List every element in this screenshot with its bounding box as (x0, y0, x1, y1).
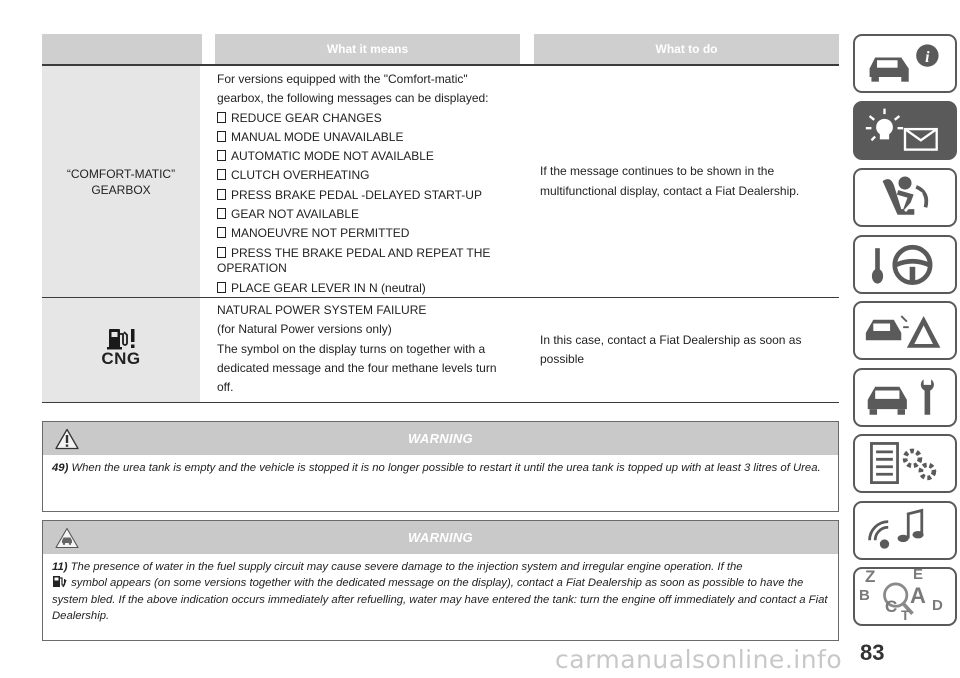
checkbox-bullet-icon (217, 131, 226, 142)
warning-title: WARNING (408, 530, 473, 545)
row-name-cell (42, 66, 200, 297)
warning-box-urea (42, 421, 839, 512)
car-warning-icon (55, 527, 79, 549)
warning-light-message-icon (855, 103, 955, 158)
index-letter: A (910, 583, 926, 608)
row-action-cell (530, 298, 839, 402)
list-item: GEAR NOT AVAILABLE (217, 205, 522, 224)
tab-safety[interactable] (853, 168, 957, 227)
action-text: In this case, contact a Fiat Dealership as soon as possible (540, 332, 802, 366)
checkbox-bullet-icon (217, 247, 226, 258)
page-number: 83 (860, 640, 885, 665)
checkbox-bullet-icon (217, 150, 226, 161)
water-in-fuel-icon (52, 575, 68, 593)
list-item: PRESS BRAKE PEDAL -DELAYED START-UP (217, 186, 522, 205)
row-name-line2: GEARBOX (91, 182, 151, 197)
warning-text: The presence of water in the fuel supply circuit may cause severe damage to the injection system and irregular engine operation. If the (70, 561, 743, 573)
checkbox-bullet-icon (217, 282, 226, 293)
car-maintenance-icon (855, 370, 955, 425)
header-what-to-do: What to do (534, 34, 839, 64)
tab-index[interactable] (853, 567, 957, 626)
meaning-intro: For versions equipped with the "Comfort-matic" gearbox, the following messages can be displayed: (217, 72, 489, 106)
table-header (42, 34, 839, 64)
warning-triangle-icon (55, 428, 79, 450)
checkbox-bullet-icon (217, 189, 226, 200)
row-icon-cell (42, 298, 200, 402)
index-letter: T (901, 607, 910, 623)
tab-emergency[interactable] (853, 301, 957, 360)
table-row-cng (42, 298, 839, 402)
meaning-line: The symbol on the display turns on together with a dedicated message and the four methane levels turn off. (217, 341, 497, 395)
warning-number: 11) (52, 561, 68, 573)
list-item: CLUTCH OVERHEATING (217, 166, 522, 185)
header-cell-empty (42, 34, 202, 64)
meaning-line: (for Natural Power versions only) (217, 322, 392, 337)
list-item: AUTOMATIC MODE NOT AVAILABLE (217, 147, 522, 166)
index-letter: C (885, 597, 898, 616)
warning-body (43, 554, 838, 632)
table-row-comfort-matic (42, 66, 839, 297)
row-name-line1: “COMFORT-MATIC” (66, 166, 176, 181)
svg-text:i: i (925, 49, 930, 67)
row-meaning-cell (200, 298, 530, 402)
watermark: carmanualsonline.info (555, 645, 843, 674)
tab-technical-data[interactable] (853, 434, 957, 493)
index-letter: E (913, 567, 924, 583)
warning-body (43, 455, 838, 484)
tab-starting-driving[interactable] (853, 235, 957, 294)
car-info-icon (855, 36, 955, 91)
tab-warning-lights[interactable] (853, 101, 957, 160)
list-item: REDUCE GEAR CHANGES (217, 109, 522, 128)
car-emergency-icon (855, 303, 955, 358)
warning-title: WARNING (408, 431, 473, 446)
list-item: PRESS THE BRAKE PEDAL AND REPEAT THE OPERATION (217, 245, 491, 276)
header-what-it-means: What it means (215, 34, 520, 64)
row-meaning-cell (200, 66, 530, 297)
warning-number: 49) (52, 462, 69, 474)
multimedia-icon (855, 503, 955, 558)
checkbox-bullet-icon (217, 112, 226, 123)
warning-messages-table (42, 34, 839, 403)
action-text: If the message continues to be shown in the multifunctional display, contact a Fiat Dealership. (540, 164, 800, 198)
index-letter: D (932, 597, 943, 614)
list-item: PLACE GEAR LEVER IN N (neutral) (217, 279, 522, 298)
tab-multimedia[interactable] (853, 501, 957, 560)
warning-box-water-in-fuel (42, 520, 839, 641)
warning-text: When the urea tank is empty and the vehicle is stopped it is no longer possible to restart it until the urea tank is topped up with at least 3 litres of Urea. (71, 462, 821, 474)
row-divider (42, 402, 839, 403)
technical-data-icon (855, 436, 955, 491)
checkbox-bullet-icon (217, 227, 226, 238)
list-item: MANUAL MODE UNAVAILABLE (217, 128, 522, 147)
checkbox-bullet-icon (217, 169, 226, 180)
list-item: MANOEUVRE NOT PERMITTED (217, 224, 522, 243)
warning-header (43, 521, 838, 554)
warning-text: symbol appears (on some versions together with the dedicated message on the display), contact a Fiat Dealership as soon as possible to have the system bled. If the above indication occurs immediately after refuelling, water may have entered the tank: turn the engine off immediately and contact a Fiat Dealership. (52, 577, 828, 622)
fuel-pump-warning-icon (101, 328, 140, 367)
warning-header (43, 422, 838, 455)
key-steering-wheel-icon (855, 237, 955, 292)
cng-label: CNG (101, 348, 141, 368)
index-letter: B (859, 587, 870, 604)
tab-car-info[interactable] (853, 34, 957, 93)
checkbox-bullet-icon (217, 208, 226, 219)
seat-airbag-icon (855, 170, 955, 225)
index-letter: Z (865, 567, 876, 586)
meaning-line: NATURAL POWER SYSTEM FAILURE (217, 303, 427, 317)
tab-maintenance[interactable] (853, 368, 957, 427)
row-action-cell (530, 66, 839, 297)
